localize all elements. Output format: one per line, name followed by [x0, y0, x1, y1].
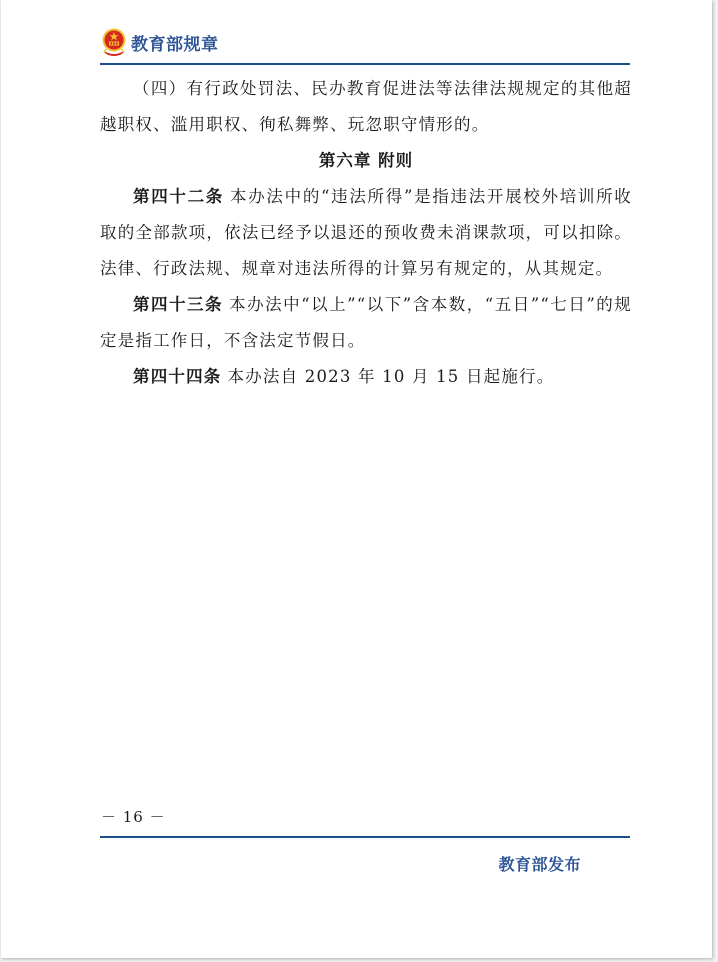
footer-publisher: 教育部发布: [498, 855, 581, 874]
article-43-text: 本办法中“以上”“以下”含本数，“五日”“七日”的规定是指工作日，不含法定节假日。: [100, 295, 632, 350]
chapter-title: 第六章 附则: [318, 151, 414, 170]
page-number: － 16 －: [101, 808, 166, 826]
article-42-text: 本办法中的“违法所得”是指违法开展校外培训所收取的全部款项，依法已经予以退还的预收费未消课款项，可以扣除。法律、行政法规、规章对违法所得的计算另有规定的，从其规定。: [100, 187, 632, 278]
paragraph-clause-4: （四）有行政处罚法、民办教育促进法等法律法规规定的其他超越职权、滥用职权、徇私舞弊、玩忽职守情形的。: [100, 79, 632, 134]
document-body: [100, 71, 632, 395]
article-44: [100, 359, 632, 395]
header-divider: [100, 63, 630, 65]
footer-divider: [100, 836, 630, 838]
header-title: 教育部规章: [131, 34, 219, 55]
article-44-number: 第四十四条: [133, 367, 222, 386]
article-42-number: 第四十二条: [133, 187, 225, 206]
article-43: [100, 287, 632, 359]
article-42: [100, 179, 632, 287]
page-header: [101, 24, 219, 60]
article-43-number: 第四十三条: [133, 295, 224, 314]
document-page: [1, 0, 712, 958]
national-emblem-icon: [101, 27, 127, 57]
article-44-text: 本办法自 2023 年 10 月 15 日起施行。: [227, 367, 555, 386]
